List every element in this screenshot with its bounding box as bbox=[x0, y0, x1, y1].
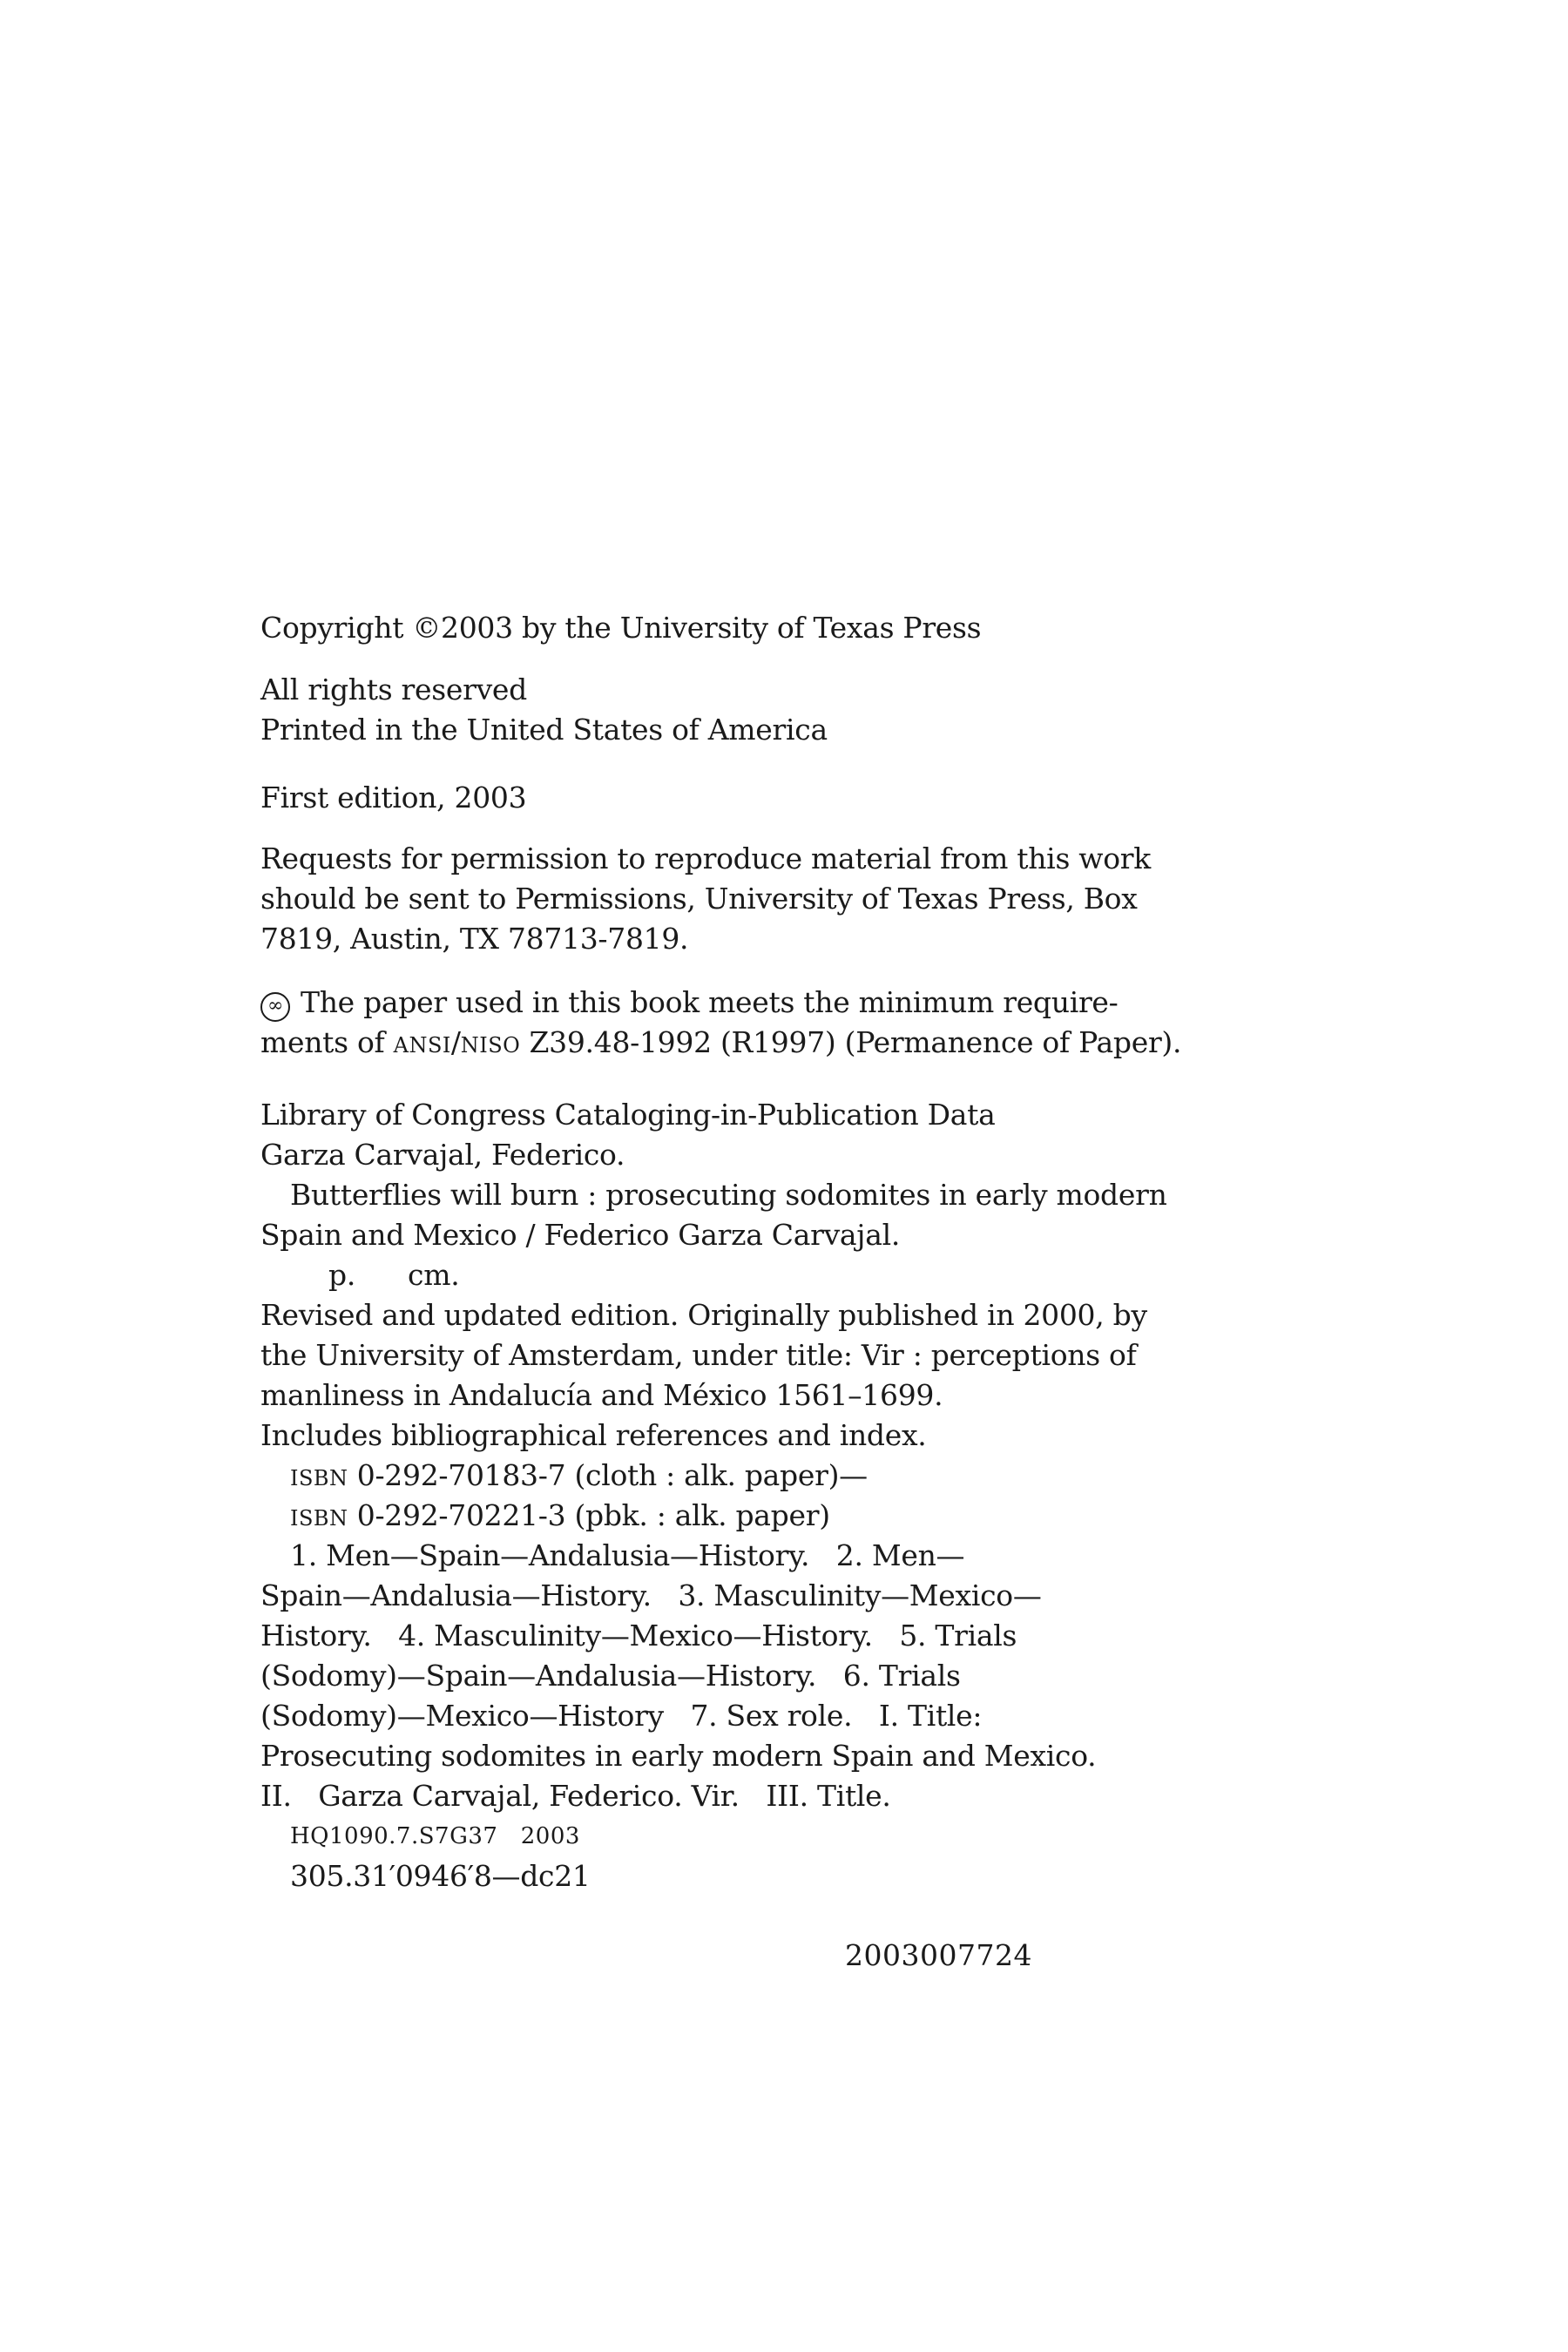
printed-in: Printed in the United States of America bbox=[260, 713, 828, 747]
cip-data-block bbox=[260, 1095, 1167, 1896]
rights-block bbox=[260, 670, 1044, 750]
permissions-line-2: should be sent to Permissions, University of Texas Press, Box bbox=[260, 882, 1138, 916]
cip-subject-4: (Sodomy)—Spain—Andalusia—History. 6. Trials bbox=[260, 1659, 961, 1693]
cip-dewey: 305.31′0946′8—dc21 bbox=[290, 1859, 591, 1893]
copyright-notice-block bbox=[260, 608, 1044, 648]
paper-notice-block bbox=[260, 983, 1182, 1063]
cip-subject-3: History. 4. Masculinity—Mexico—History. 5. Trials bbox=[260, 1619, 1017, 1652]
lccn-number: 2003007724 bbox=[845, 1938, 1032, 1972]
cip-isbn-pbk bbox=[260, 1496, 1044, 1536]
edition-line: First edition, 2003 bbox=[260, 781, 527, 814]
permissions-line-3: 7819, Austin, TX 78713-7819. bbox=[260, 922, 689, 956]
paper-statement: The paper used in this book meets the minimum require- bbox=[301, 985, 1119, 1019]
permissions-block bbox=[260, 839, 1151, 959]
cip-note-4: Includes bibliographical references and index. bbox=[260, 1418, 927, 1452]
cip-subject-5: (Sodomy)—Mexico—History 7. Sex role. I. Title: bbox=[260, 1699, 983, 1733]
paper-line-2-prefix: ments of bbox=[260, 1025, 394, 1059]
cip-title-line-1: Butterflies will burn : prosecuting sodomites in early modern bbox=[290, 1178, 1167, 1212]
cip-pages: p. bbox=[328, 1258, 356, 1292]
cip-physical-description bbox=[260, 1255, 1044, 1295]
cip-subject-6: Prosecuting sodomites in early modern Spain and Mexico. bbox=[260, 1739, 1097, 1773]
rights-reserved: All rights reserved bbox=[260, 672, 527, 706]
cip-note-1: Revised and updated edition. Originally published in 2000, by bbox=[260, 1298, 1147, 1332]
isbn-label: ISBN bbox=[290, 1466, 348, 1490]
edition-block bbox=[260, 778, 1044, 818]
cip-note-3: manliness in Andalucía and México 1561–1699. bbox=[260, 1378, 943, 1412]
cip-isbn-cloth bbox=[260, 1456, 1044, 1496]
ansi-niso-slash: / bbox=[450, 1025, 461, 1059]
isbn-pbk-value: 0-292-70221-3 (pbk. : alk. paper) bbox=[356, 1498, 830, 1532]
cip-call-number: HQ1090.7.S7G37 2003 bbox=[290, 1823, 580, 1849]
cip-author: Garza Carvajal, Federico. bbox=[260, 1138, 625, 1172]
niso-label: NISO bbox=[460, 1033, 521, 1058]
cip-subject-7: II. Garza Carvajal, Federico. Vir. III. Title. bbox=[260, 1779, 891, 1813]
cip-heading: Library of Congress Cataloging-in-Publication Data bbox=[260, 1098, 996, 1132]
permissions-line-1: Requests for permission to reproduce material from this work bbox=[260, 841, 1151, 875]
copyright-line: Copyright ©2003 by the University of Texas Press bbox=[260, 611, 982, 645]
paper-line-2-suffix: Z39.48-1992 (R1997) (Permanence of Paper). bbox=[520, 1025, 1182, 1059]
isbn-cloth-value: 0-292-70183-7 (cloth : alk. paper)— bbox=[356, 1458, 868, 1492]
paper-line-1 bbox=[260, 983, 1119, 1023]
cip-title-line-2: Spain and Mexico / Federico Garza Carvajal. bbox=[260, 1218, 901, 1252]
paper-line-2 bbox=[260, 1023, 1182, 1063]
cip-cm: cm. bbox=[408, 1258, 460, 1292]
ansi-label: ANSI bbox=[393, 1033, 451, 1058]
cip-subject-2: Spain—Andalusia—History. 3. Masculinity—Mexico— bbox=[260, 1578, 1042, 1612]
cip-subject-1: 1. Men—Spain—Andalusia—History. 2. Men— bbox=[290, 1538, 965, 1572]
infinity-icon: ∞ bbox=[260, 992, 290, 1022]
cip-note-2: the University of Amsterdam, under title: Vir : perceptions of bbox=[260, 1338, 1137, 1372]
isbn-label: ISBN bbox=[290, 1506, 348, 1531]
